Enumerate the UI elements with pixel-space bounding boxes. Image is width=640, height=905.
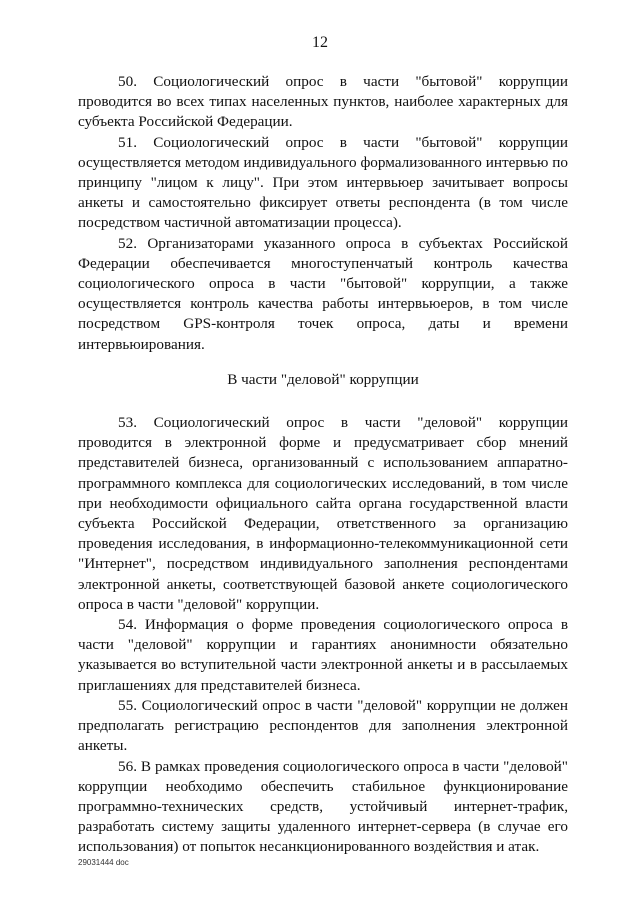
page-number: 12 <box>312 34 328 51</box>
paragraph-55: 55. Социологический опрос в части "деловой" коррупции не должен предполагать регистрацию респондентов для заполнения электронной анкеты. <box>78 696 568 755</box>
document-body <box>78 72 568 858</box>
footer-document-code: 29031444 doc <box>78 858 129 867</box>
paragraph-52: 52. Организаторами указанного опроса в субъектах Российской Федерации обеспечивается многоступенчатый контроль качества социологического опроса в части "бытовой" коррупции, а также осуществляется контроль качества работы интервьюеров, в том числе посредством GPS-контроля точек опроса, даты и времени интервьюирования. <box>78 234 568 353</box>
paragraph-53: 53. Социологический опрос в части "деловой" коррупции проводится в электронной форме и предусматривает сбор мнений представителей бизнеса, организованный с использованием аппаратно-программного комплекса для социологических исследований, в том числе при необходимости официального сайта органа государственной власти субъекта Российской Федерации, ответственного за организацию проведения исследования, в информационно-телекоммуникационной сети "Интернет", посредством индивидуального заполнения респондентами электронной анкеты, соответствующей базовой анкете социологического опроса в части "деловой" коррупции. <box>78 414 568 613</box>
section-heading: В части "деловой" коррупции <box>227 370 419 388</box>
paragraph-56: 56. В рамках проведения социологического опроса в части "деловой" коррупции необходимо обеспечить стабильное функционирование программно-технических средств, устойчивый интернет-трафик, разработать систему защиты удаленного интернет-сервера (в случае его использования) от попыток несанкционированного воздействия и атак. <box>78 757 568 856</box>
paragraph-51: 51. Социологический опрос в части "бытовой" коррупции осуществляется методом индивидуального формализованного интервью по принципу "лицом к лицу". При этом интервьюер зачитывает вопросы анкеты и самостоятельно фиксирует ответы респондента (в том числе посредством частичной автоматизации процесса). <box>78 133 568 232</box>
paragraph-50: 50. Социологический опрос в части "бытовой" коррупции проводится во всех типах населенных пунктов, наиболее характерных для субъекта Российской Федерации. <box>78 73 568 131</box>
paragraph-54: 54. Информация о форме проведения социологического опроса в части "деловой" коррупции и гарантиях анонимности обязательно указывается во вступительной части электронной анкеты и в рассылаемых приглашениях для представителей бизнеса. <box>78 616 568 694</box>
